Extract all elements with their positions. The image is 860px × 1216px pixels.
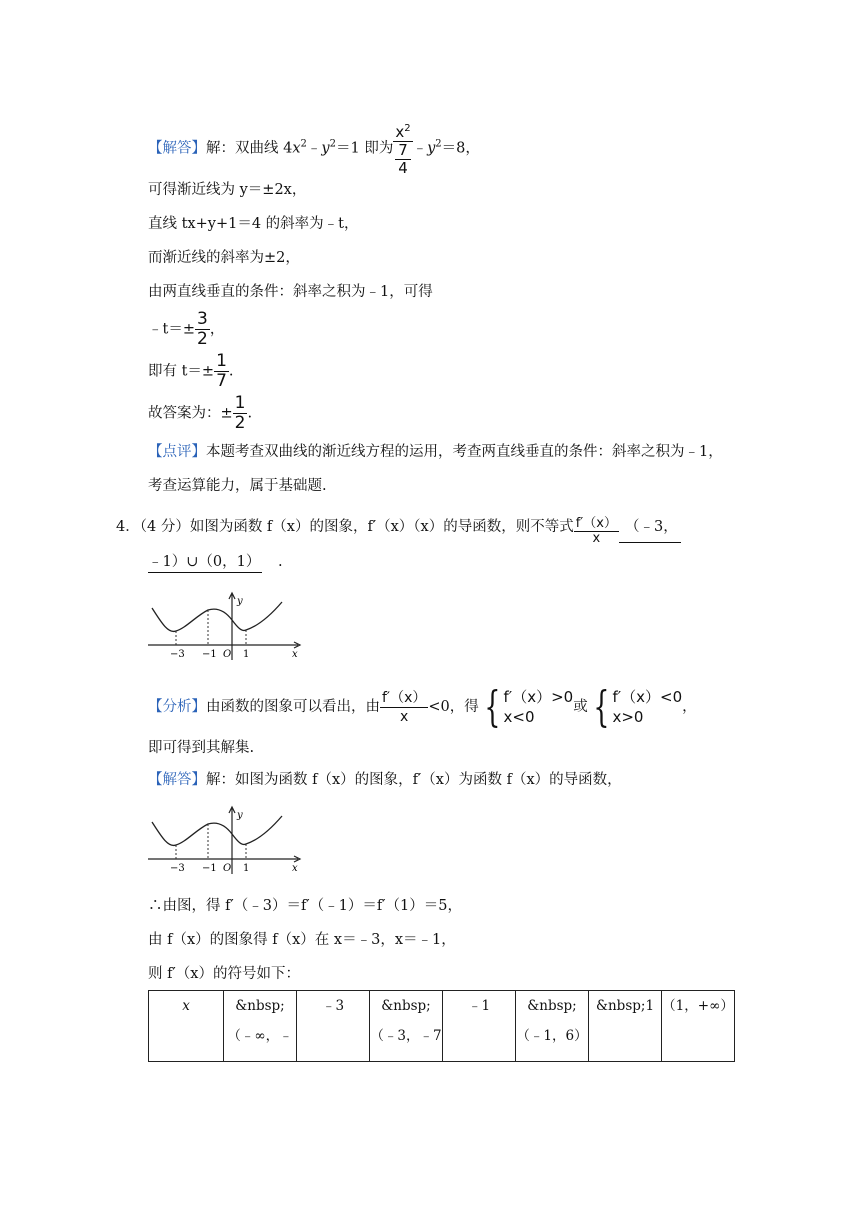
question-4-line-1: 4．（4 分）如图为函数 f（x）的图象，f′（x）（x）的导函数，则不等式 $\frac{f'(x)}{x}$ （﹣3， bbox=[116, 512, 681, 543]
fraction-x2-over-7-4: $x^2$ 7 4 bbox=[395, 123, 411, 177]
case-system-2: f′（x）<0 x>0 bbox=[612, 688, 683, 726]
sign-table bbox=[148, 990, 735, 1062]
solution-line-1: 【解答】解：双曲线 $4x^2﹣y^2=1$ 即为 $x^2$ 7 4 $﹣y^2=8$， bbox=[148, 120, 480, 177]
y-label: y bbox=[237, 810, 243, 821]
table-cell: x bbox=[149, 991, 224, 1062]
analysis-line-2: 即可得到其解集. bbox=[148, 740, 255, 756]
fraction-1-7: $\frac{1}{7}$ bbox=[216, 351, 227, 391]
fraction-fprime-over-x: $\frac{f'(x)}{x}$ bbox=[575, 515, 617, 546]
function-graph-1 bbox=[146, 590, 306, 662]
tick-label-neg1: −1 bbox=[202, 863, 217, 874]
solution-line-5: 由两直线垂直的条件：斜率之积为﹣1，可得 bbox=[148, 284, 433, 300]
table-row bbox=[149, 991, 735, 1062]
table-cell: ﹣3 bbox=[297, 991, 370, 1062]
function-curve bbox=[152, 816, 282, 845]
table-cell: &nbsp; （﹣3，﹣7 bbox=[370, 991, 443, 1062]
answer-blank-2: ﹣1）∪（0，1） bbox=[148, 552, 262, 573]
y-label: y bbox=[237, 596, 243, 607]
solution-line-7: 即有 t＝± $\frac{1}{7}$ . bbox=[148, 351, 234, 391]
table-cell: ﹣1 bbox=[443, 991, 516, 1062]
table-cell: &nbsp; （﹣∞，﹣ bbox=[224, 991, 297, 1062]
table-cell: &nbsp;1 bbox=[589, 991, 662, 1062]
analysis-tag: 【分析】 bbox=[148, 699, 206, 715]
x-label: x bbox=[292, 863, 298, 874]
fraction-1-2: $\frac{1}{2}$ bbox=[234, 393, 246, 433]
function-graph-2 bbox=[146, 804, 306, 876]
answer-tag: 【解答】 bbox=[148, 140, 206, 157]
analysis-fraction: $\frac{f'(x)}{x}$ bbox=[382, 689, 427, 725]
tick-label-1: 1 bbox=[243, 863, 250, 874]
analysis-line-1: 【分析】由函数的图象可以看出，由 $\frac{f'(x)}{x}$ <0，得 { f′（x）>0 x<0 或 { f′（x）<0 x>0 ， bbox=[148, 682, 697, 731]
comment-line-1: 【点评】本题考查双曲线的渐近线方程的运用，考查两直线垂直的条件：斜率之积为﹣1， bbox=[148, 444, 723, 460]
table-cell: （1，+∞） bbox=[662, 991, 735, 1062]
solution2-line-4: 则 f′（x）的符号如下： bbox=[148, 966, 300, 982]
origin-label: O bbox=[223, 863, 232, 874]
question-number: 4． bbox=[116, 519, 140, 535]
solution-line-6: ﹣t＝± $\frac{3}{2}$ ， bbox=[148, 309, 225, 349]
solution-line-4: 而渐近线的斜率为±2， bbox=[148, 250, 300, 266]
comment-line-2: 考查运算能力，属于基础题. bbox=[148, 478, 327, 494]
tick-label-1: 1 bbox=[243, 649, 250, 660]
comment-tag: 【点评】 bbox=[148, 444, 206, 460]
solution-line-3: 直线 tx+y+1＝4 的斜率为﹣t， bbox=[148, 216, 359, 232]
solution2-line-1: 【解答】解：如图为函数 f（x）的图象，f′（x）为函数 f（x）的导函数， bbox=[148, 772, 622, 788]
solution2-line-3: 由 f（x）的图象得 f（x）在 x＝﹣3，x＝﹣1， bbox=[148, 932, 456, 948]
table-cell: &nbsp; （﹣1，6） bbox=[516, 991, 589, 1062]
x-label: x bbox=[292, 649, 298, 660]
answer-blank-1: （﹣3， bbox=[619, 512, 681, 543]
solution-line-8: 故答案为：± $\frac{1}{2}$ . bbox=[148, 393, 253, 433]
question-4-line-2: ﹣1）∪（0，1） . bbox=[148, 552, 283, 573]
answer-tag-2: 【解答】 bbox=[148, 772, 206, 788]
solution-line-2: 可得渐近线为 y＝±2x， bbox=[148, 182, 307, 198]
tick-label-neg3: −3 bbox=[170, 863, 185, 874]
solution2-line-2: ∴由图，得 f′（﹣3）＝f′（﹣1）＝f′（1）＝5， bbox=[148, 898, 462, 914]
origin-label: O bbox=[223, 649, 232, 660]
function-curve bbox=[152, 602, 282, 631]
tick-label-neg1: −1 bbox=[202, 649, 217, 660]
fraction-3-2: $\frac{3}{2}$ bbox=[196, 309, 208, 349]
tick-label-neg3: −3 bbox=[170, 649, 185, 660]
case-system-1: f′（x）>0 x<0 bbox=[503, 688, 574, 726]
